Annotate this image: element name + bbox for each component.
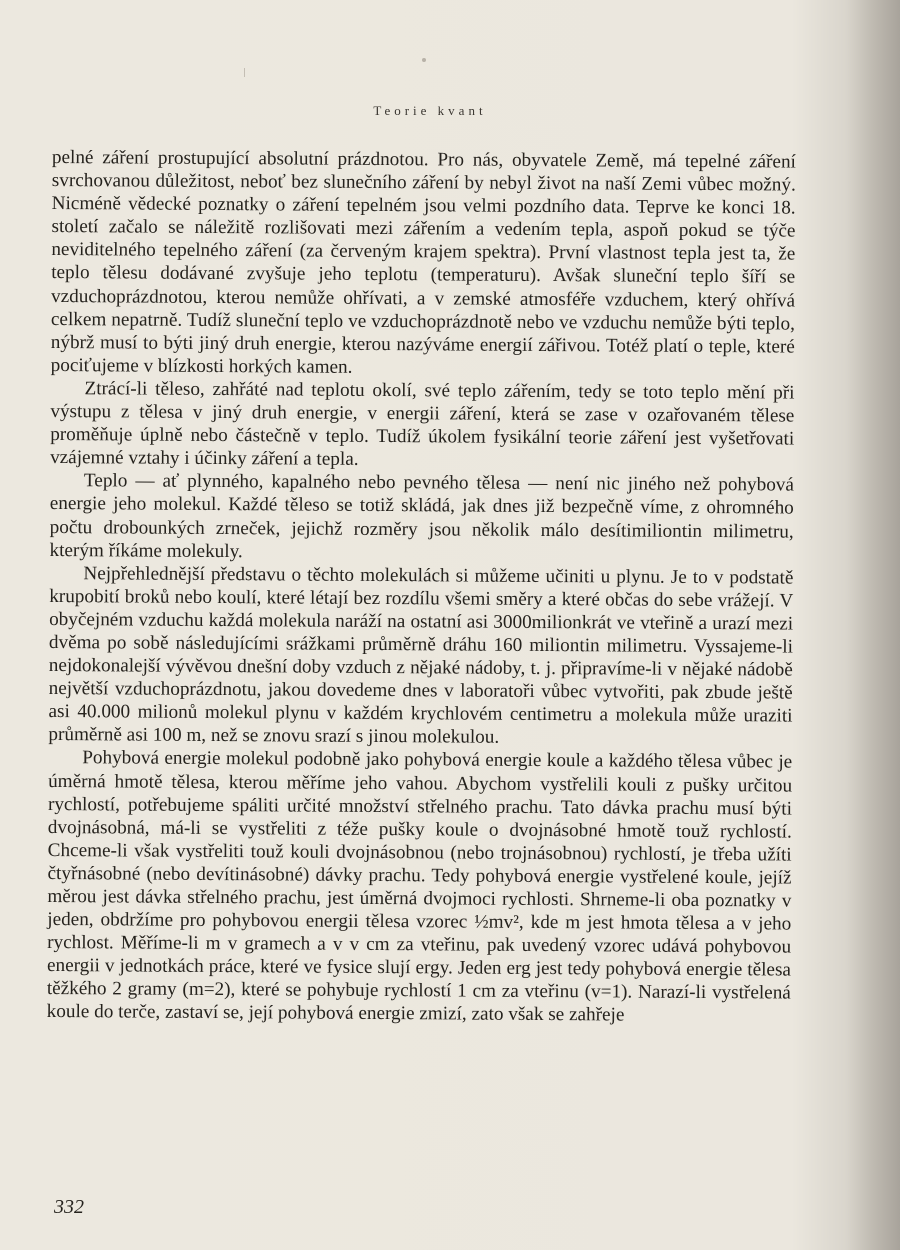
paragraph-5: Pohybová energie molekul podobně jako pohybová energie koule a každého tělesa vůbec je úměrná hmotě tělesa, kterou měříme jeho vahou. Abychom vystřelili kouli z pušky určitou rychlostí, potřebujeme spáliti určité množství střelného prachu. Tato dávka prachu musí býti dvojnásobná, má-li se vystřeliti z téže pušky koule o dvojnásobné hmotě touž rychlostí. Chceme-li však vystřeliti touž kouli dvojnásobnou (nebo trojnásobnou) rychlostí, je třeba užíti čtyřnásobné (nebo devítinásobné) dávky prachu. Tedy pohybová energie vystřelené koule, jejíž měrou jest dávka střelného prachu, jest úměrná dvojmoci rychlosti. Shrneme-li oba poznatky v jeden, obdržíme pro pohybovou energii tělesa vzorec ½mv², kde m jest hmota tělesa a v jeho rychlost. Měříme-li m v gramech a v v cm za vteřinu, pak uvedený vzorec udává pohybovou energii v jednotkách práce, které ve fysice slují ergy. Jeden erg jest tedy pohybová energie tělesa těžkého 2 gramy (m=2), které se pohybuje rychlostí 1 cm za vteřinu (v=1). Narazí-li vystřelená koule do terče, zastaví se, její pohybová energie zmizí, zato však se zahřeje [46, 747, 793, 1026]
paper-speck [422, 58, 426, 62]
paragraph-2: Ztrácí-li těleso, zahřáté nad teplotu okolí, své teplo zářením, tedy se toto teplo mění při výstupu z tělesa v jiný druh energie, v energii záření, která se zase v ozařovaném tělese proměňuje úplně nebo částečně v teplo. Tudíž úkolem fysikální teorie záření jest vyšetřovati vzájemné vztahy i účinky záření a tepla. [50, 378, 795, 471]
paper-mark [244, 68, 245, 77]
running-head: Teorie kvant [373, 103, 487, 118]
paragraph-4: Nejpřehlednější představu o těchto molekulách si můžeme učiniti u plynu. Je to v podstatě krupobití broků nebo koulí, které létají bez rozdílu všemi směry a které občas do sebe vrážejí. V obyčejném vzduchu každá molekula naráží na ostatní asi 3000milionkrát ve vteřině a urazí mezi dvěma po sobě následujícími srážkami průměrně dráhu 160 miliontin milimetru. Vyssajeme-li nejdokonalejší vývěvou dnešní doby vzduch z nějaké nádoby, t. j. připravíme-li v nějaké nádobě největší vzduchoprázdnotu, jakou dovedeme dnes v laboratoři vůbec vytvořiti, pak zbude ještě asi 40.000 milionů molekul plynu v každém krychlovém centimetru a molekula může uraziti průměrně asi 100 m, než se znovu srazí s jinou molekulou. [48, 562, 794, 749]
body-text [47, 146, 796, 1028]
paragraph-1: pelné záření prostupující absolutní prázdnotou. Pro nás, obyvatele Země, má tepelné záření svrchovanou důležitost, neboť bez slunečního záření by nebyl život na naší Zemi vůbec možný. Nicméně vědecké poznatky o záření tepelném jsou velmi pozdního data. Teprve ke konci 18. století začalo se náležitě rozlišovati mezi zářením a vedením tepla, aspoň pokud se týče neviditelného tepelného záření (za červeným krajem spektra). První vlastnost tepla jest ta, že teplo tělesu dodávané zvyšuje jeho teplotu (temperaturu). Avšak sluneční teplo šíří se vzduchoprázdnotou, kterou nemůže ohřívati, a v zemské atmosféře vzduchem, který ohřívá celkem nepatrně. Tudíž sluneční teplo ve vzduchoprázdnotě nebo ve vzduchu nemůže býti teplo, nýbrž musí to býti jiný druh energie, kterou nazýváme energií zářivou. Totéž platí o teple, které pociťujeme v blízkosti horkých kamen. [50, 146, 796, 378]
page-number: 332 [54, 1196, 84, 1218]
paragraph-3: Teplo — ať plynného, kapalného nebo pevného tělesa — není nic jiného než pohybová energie jeho molekul. Každé těleso se totiž skládá, jak dnes již bezpečně víme, z ohromného počtu drobounkých zrneček, jejichž rozměry jsou několik málo desítimiliontin milimetru, kterým říkáme molekuly. [49, 470, 795, 562]
